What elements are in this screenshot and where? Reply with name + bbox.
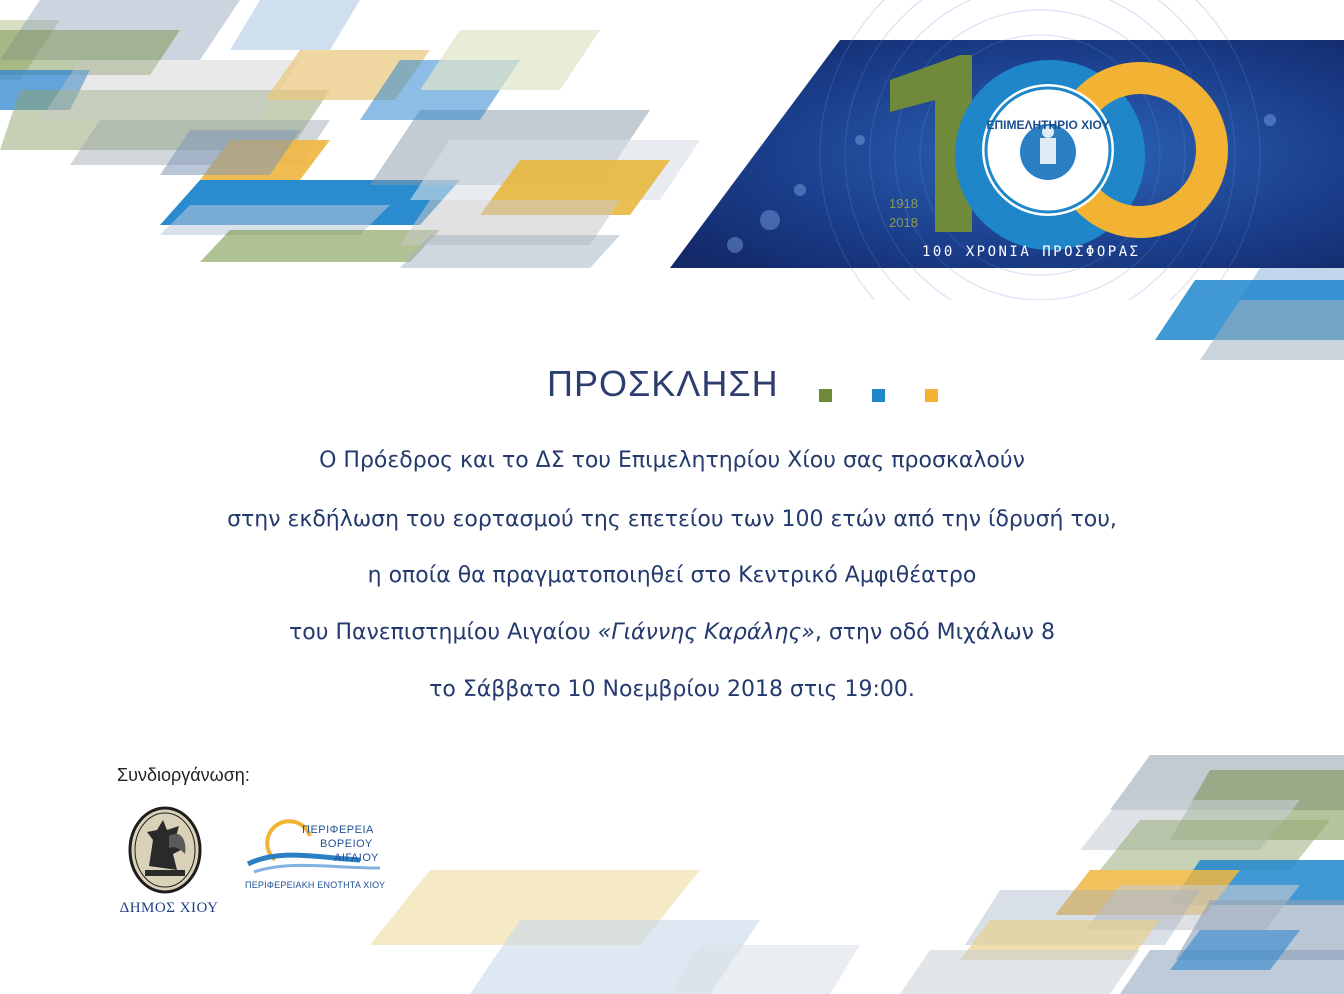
blue-dot [872,389,885,402]
coorganization-label: Συνδιοργάνωση: [117,765,250,785]
green-dot [819,389,832,402]
end-year: 2018 [889,215,918,230]
region-unit-label: ΠΕΡΙΦΕΡΕΙΑΚΗ ΕΝΟΤΗΤΑ ΧΙΟΥ [245,880,386,890]
region-title-3: ΑΙΓΑΙΟΥ [334,852,379,864]
centenary-banner [0,0,1344,300]
banner-caption: 100 ΧΡΟΝΙΑ ΠΡΟΣΦΟΡΑΣ [922,244,1141,260]
line4-start: του Πανεπιστημίου Αιγαίου [289,620,598,645]
invitation-heading-row [547,362,938,406]
invitation-heading: ΠΡΟΣΚΛΗΣΗ [547,363,779,404]
year-range [889,194,918,232]
invitation-date-line: το Σάββατο 10 Νοεμβρίου 2018 στις 19:00. [429,677,915,702]
seal-label: ΕΠΙΜΕΛΗΤΗΡΙΟ ΧΙΟΥ [986,118,1110,132]
start-year: 1918 [889,196,918,211]
invitation-line-2: στην εκδήλωση του εορτασμού της επετείου των 100 ετών από την ίδρυσή του, [227,507,1117,532]
invitation-line-1: Ο Πρόεδρος και το ΔΣ του Επιμελητηρίου Χίου σας προσκαλούν [319,448,1025,473]
invitation-line-3: η οποία θα πραγματοποιηθεί στο Κεντρικό Αμφιθέατρο [367,563,977,588]
venue-name: «Γιάννης Καράλης» [597,620,815,645]
municipality-emblem-icon [127,806,203,894]
region-title-1: ΠΕΡΙΦΕΡΕΙΑ [302,824,374,836]
yellow-dot [925,389,938,402]
municipality-label: ΔΗΜΟΣ ΧΙΟΥ [119,900,219,916]
line4-end: , στην οδό Μιχάλων 8 [814,620,1055,645]
invitation-line-4 [0,618,1344,648]
region-title-2: ΒΟΡΕΙΟΥ [320,838,373,850]
